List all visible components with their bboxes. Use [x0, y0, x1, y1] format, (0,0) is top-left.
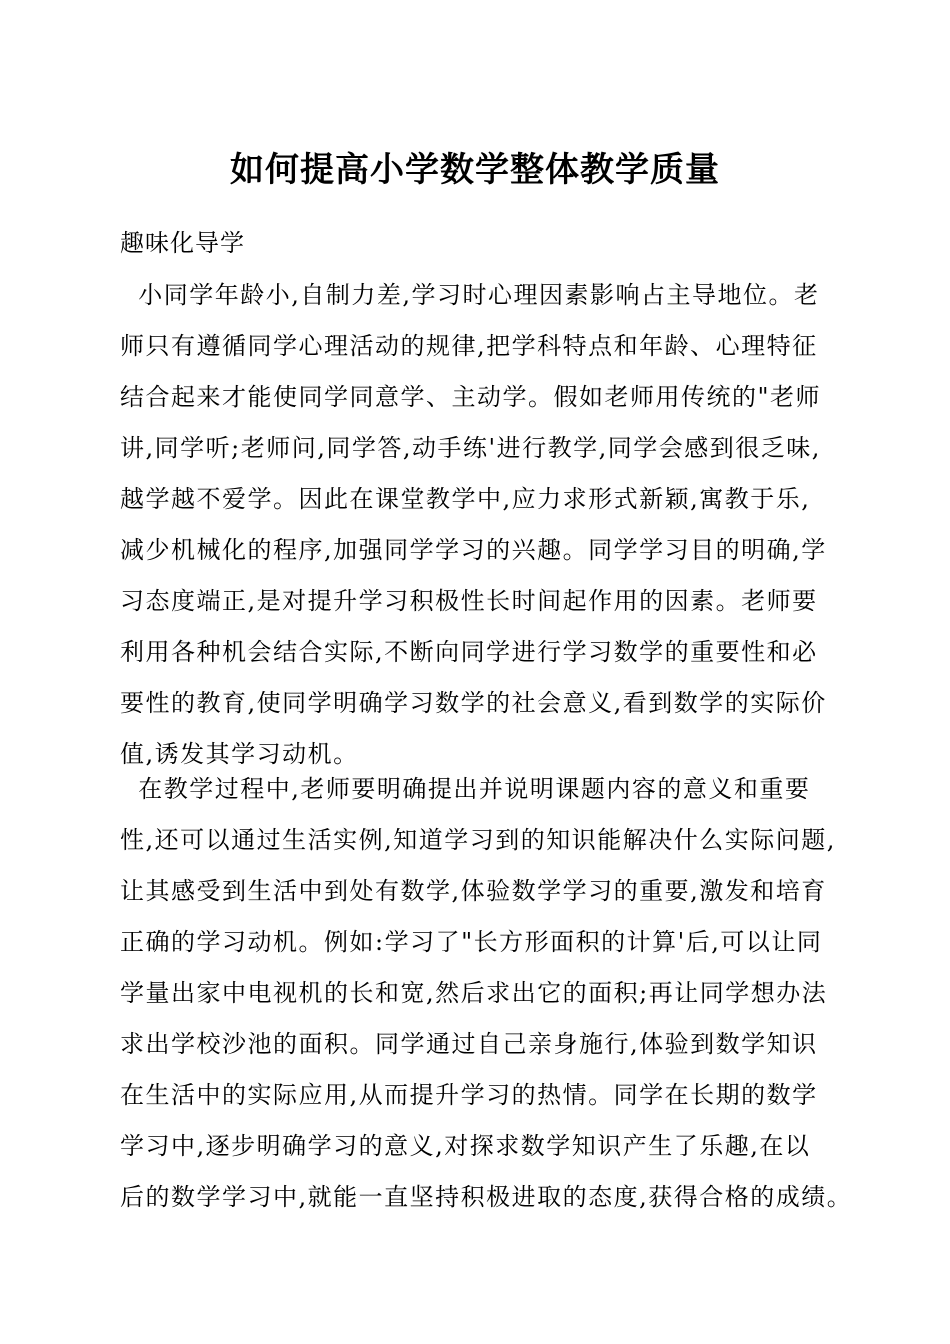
paragraph-2	[120, 764, 855, 1223]
paragraph-line: 师只有遵循同学心理活动的规律,把学科特点和年龄、心理特征	[120, 332, 818, 360]
paragraph-line: 小同学年龄小,自制力差,学习时心理因素影响占主导地位。老	[120, 281, 820, 309]
section-heading: 趣味化导学	[120, 229, 245, 257]
paragraph-line: 讲,同学听;老师问,同学答,动手练'进行教学,同学会感到很乏味,	[120, 434, 821, 462]
paragraph-line: 值,诱发其学习动机。	[120, 740, 359, 768]
paragraph-line: 后的数学学习中,就能一直坚持积极进取的态度,获得合格的成绩。	[120, 1183, 853, 1211]
paragraph-line: 性,还可以通过生活实例,知道学习到的知识能解决什么实际问题,	[120, 826, 836, 854]
paragraph-line: 结合起来才能使同学同意学、主动学。假如老师用传统的"老师	[120, 383, 822, 411]
paragraph-line: 正确的学习动机。例如:学习了"长方形面积的计算'后,可以让同	[120, 928, 823, 956]
paragraph-line: 减少机械化的程序,加强同学学习的兴趣。同学学习目的明确,学	[120, 536, 827, 564]
document-title: 如何提高小学数学整体教学质量	[230, 150, 720, 190]
paragraph-line: 在教学过程中,老师要明确提出并说明课题内容的意义和重要	[120, 775, 811, 803]
paragraph-line: 要性的教育,使同学明确学习数学的社会意义,看到数学的实际价	[120, 689, 827, 717]
paragraph-1	[120, 270, 855, 780]
paragraph-line: 学量出家中电视机的长和宽,然后求出它的面积;再让同学想办法	[120, 979, 828, 1007]
paragraph-line: 在生活中的实际应用,从而提升学习的热情。同学在长期的数学	[120, 1081, 818, 1109]
paragraph-line: 利用各种机会结合实际,不断向同学进行学习数学的重要性和必	[120, 638, 818, 666]
paragraph-line: 越学越不爱学。因此在课堂教学中,应力求形式新颖,寓教于乐,	[120, 485, 811, 513]
paragraph-line: 学习中,逐步明确学习的意义,对探求数学知识产生了乐趣,在以	[120, 1132, 811, 1160]
paragraph-line: 让其感受到生活中到处有数学,体验数学学习的重要,激发和培育	[120, 877, 827, 905]
paragraph-line: 求出学校沙池的面积。同学通过自己亲身施行,体验到数学知识	[120, 1030, 818, 1058]
paragraph-line: 习态度端正,是对提升学习积极性长时间起作用的因素。老师要	[120, 587, 818, 615]
